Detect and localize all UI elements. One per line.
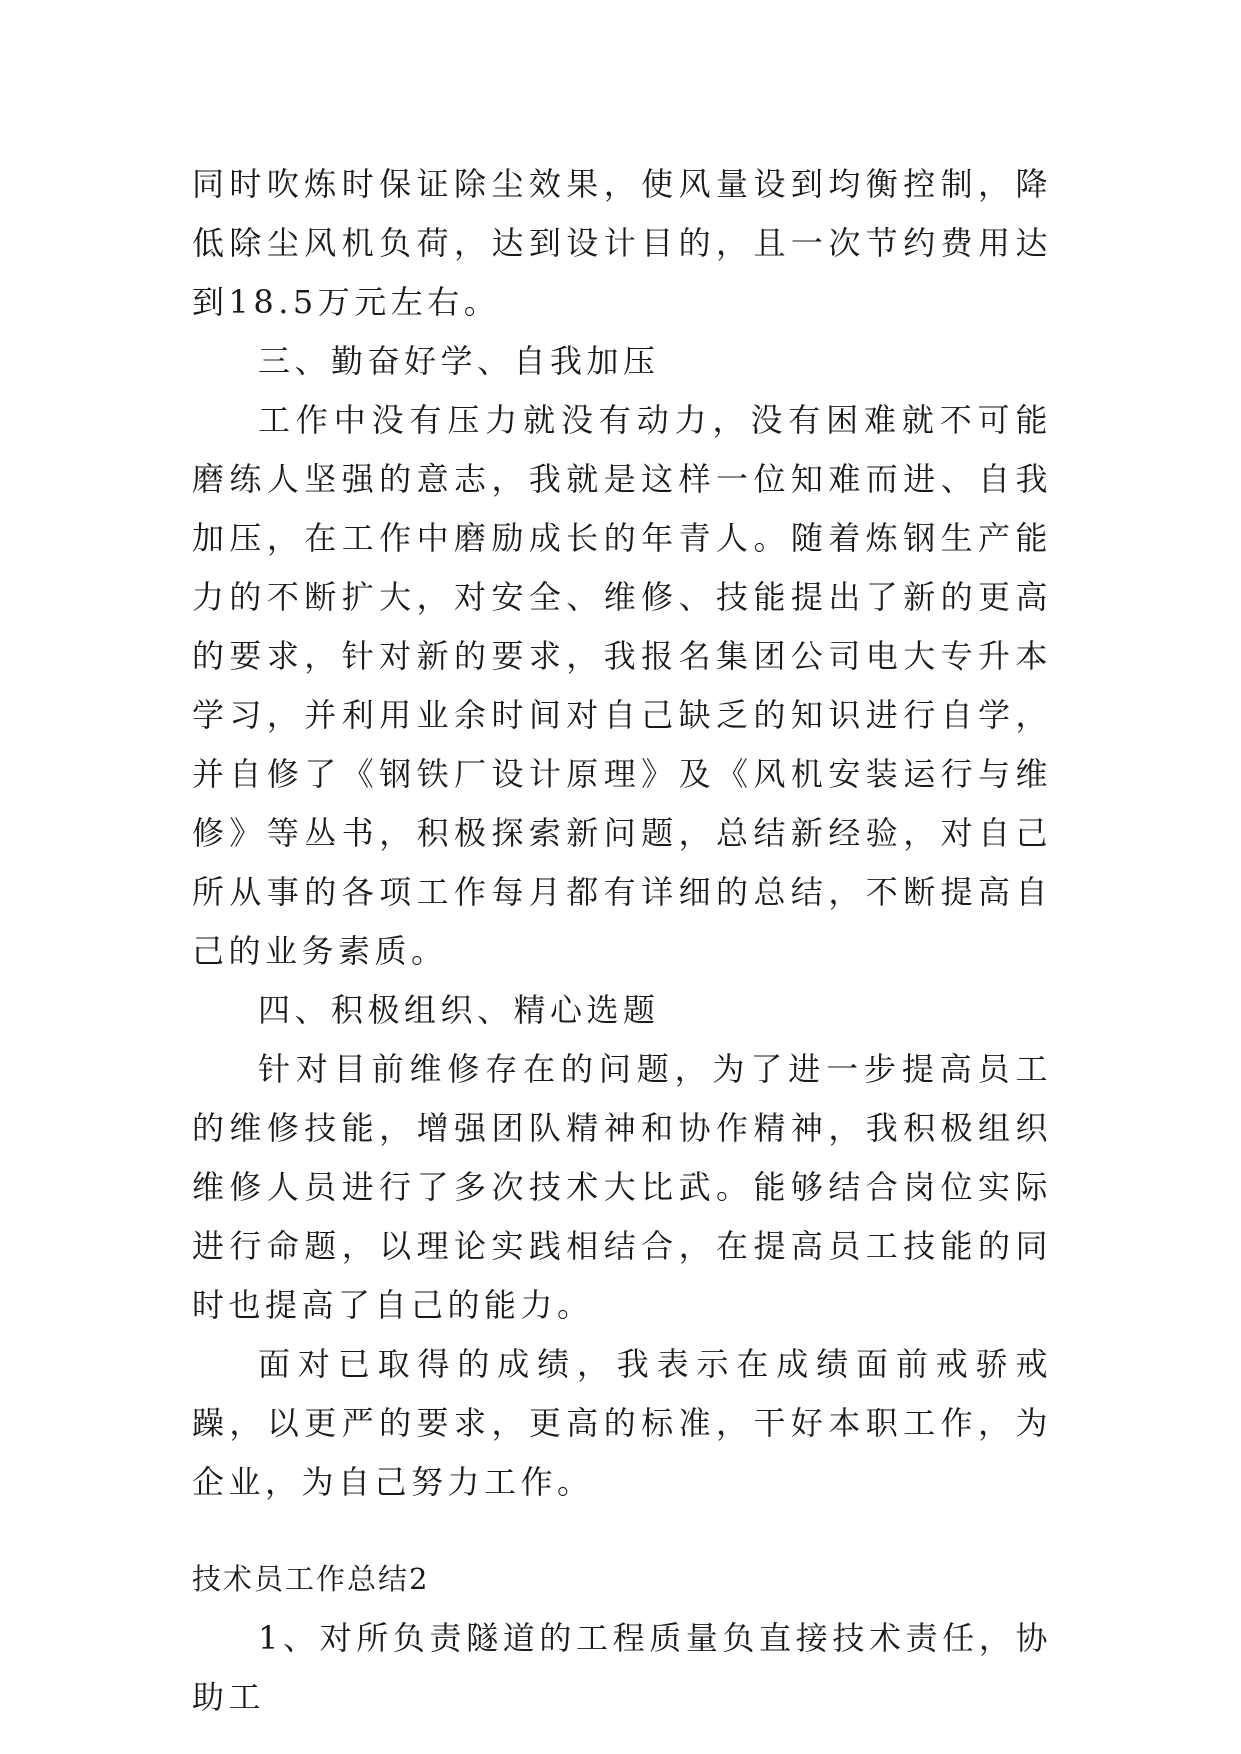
paragraph-responsibility: 1、对所负责隧道的工程质量负直接技术责任，协助工 [192,1619,1052,1716]
document-title: 技术员工作总结2 [192,1562,430,1596]
paragraph-continued: 同时吹炼时保证除尘效果，使风量设到均衡控制，降低除尘风机负荷，达到设计目的，且一次节约费用达到18.5万元左右。 [192,165,1052,321]
document-body [192,155,1052,1727]
paragraph-self-pressure: 工作中没有压力就没有动力，没有困难就不可能磨练人坚强的意志，我就是这样一位知难而进、自我加压，在工作中磨励成长的年青人。随着炼钢生产能力的不断扩大，对安全、维修、技能提出了新的更高的要求，针对新的要求，我报名集团公司电大专升本学习，并利用业余时间对自己缺乏的知识进行自学，并自修了《钢铁厂设计原理》及《风机安装运行与维修》等丛书，积极探索新问题，总结新经验，对自己所从事的各项工作每月都有详细的总结，不断提高自己的业务素质。 [192,401,1052,970]
paragraph-conclusion: 面对已取得的成绩，我表示在成绩面前戒骄戒躁，以更严的要求，更高的标准，干好本职工作，为企业，为自己努力工作。 [192,1345,1052,1501]
paragraph-organize: 针对目前维修存在的问题，为了进一步提高员工的维修技能，增强团队精神和协作精神，我积极组织维修人员进行了多次技术大比武。能够结合岗位实际进行命题，以理论实践相结合，在提高员工技能的同时也提高了自己的能力。 [192,1050,1052,1324]
section-heading-three: 三、勤奋好学、自我加压 [258,342,660,380]
section-heading-four: 四、积极组织、精心选题 [258,991,660,1029]
